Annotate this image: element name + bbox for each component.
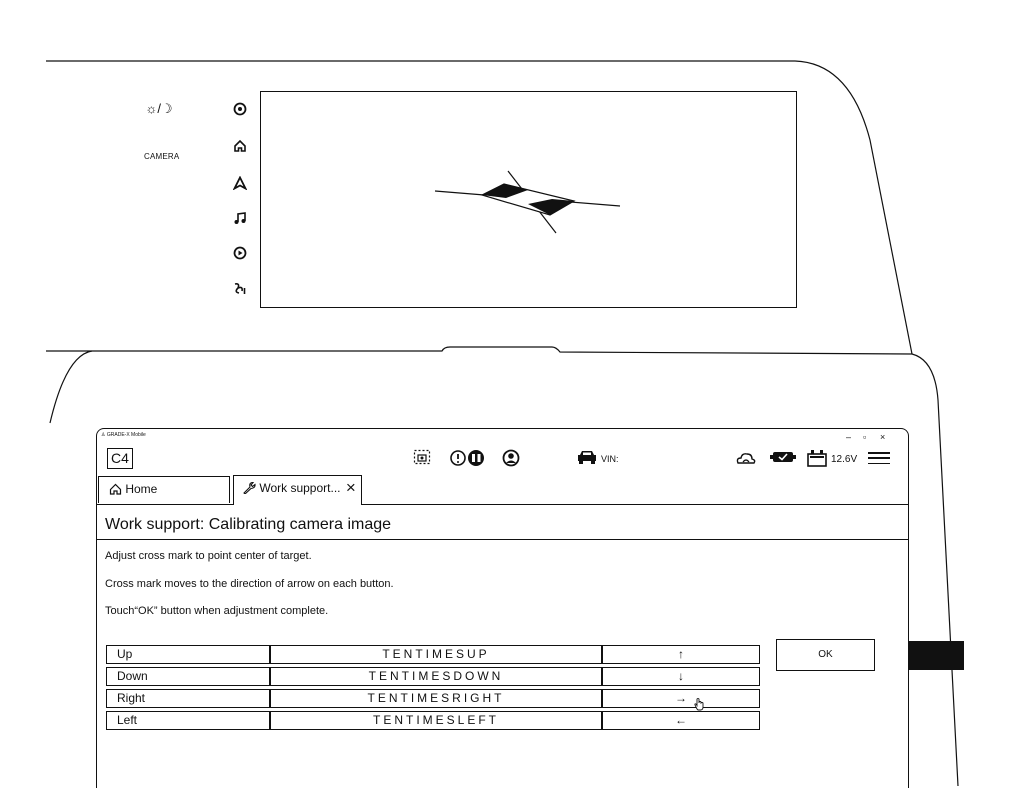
wrench-icon [242, 478, 256, 502]
right-arrow-button[interactable]: → [602, 689, 760, 708]
direction-label: Right [106, 689, 270, 708]
left-arrow-button[interactable]: ← [602, 711, 760, 730]
cloud-icon[interactable] [735, 449, 757, 467]
ten-times-left-button[interactable]: TENTIMESLEFT [270, 711, 602, 730]
instruction-1: Adjust cross mark to point center of target. [105, 550, 312, 562]
ok-button[interactable]: OK [776, 639, 875, 671]
screenshot-icon[interactable] [413, 449, 431, 467]
tab-work-support[interactable] [233, 475, 362, 505]
menu-icon[interactable] [868, 452, 890, 465]
control-row-up [106, 645, 760, 664]
navigation-icon[interactable] [230, 176, 250, 193]
page-title: Work support: Calibrating camera image [105, 516, 392, 533]
direction-label: Up [106, 645, 270, 664]
battery-icon [807, 449, 827, 467]
battery-voltage: 12.6V [831, 454, 858, 465]
instruction-2: Cross mark moves to the direction of arrow on each button. [105, 578, 394, 590]
power-icon[interactable] [230, 102, 250, 119]
ten-times-down-button[interactable]: TENTIMESDOWN [270, 667, 602, 686]
alert-pause-icon[interactable] [449, 449, 487, 467]
vehicle-icon [576, 449, 598, 467]
control-row-left [106, 711, 760, 730]
app-user-icon: ♙ [101, 432, 106, 438]
media-icon[interactable] [230, 246, 250, 263]
ten-times-up-button[interactable]: TENTIMESUP [270, 645, 602, 664]
vin-label: VIN: [601, 454, 619, 464]
tab-work-support-label: Work support... [259, 481, 341, 495]
close-window-button[interactable]: × [880, 432, 886, 442]
brightness-icon[interactable]: ☼/☽ [145, 101, 173, 116]
app-window [96, 428, 909, 788]
maximize-button[interactable]: ▫ [863, 432, 867, 442]
minimize-button[interactable]: – [846, 432, 852, 442]
direction-label: Left [106, 711, 270, 730]
direction-controls [106, 642, 760, 733]
control-row-down [106, 667, 760, 686]
app-name: ♙ GRADE-X Mobile [101, 432, 146, 438]
climate-icon[interactable] [230, 281, 250, 298]
tab-home-label: Home [125, 482, 158, 496]
instruction-3: Touch“OK” button when adjustment complete. [105, 605, 329, 617]
down-arrow-button[interactable]: ↓ [602, 667, 760, 686]
tab-close-icon[interactable]: × [345, 478, 356, 497]
control-row-right [106, 689, 760, 708]
app-logo: C4 [107, 448, 133, 469]
tab-home[interactable] [98, 476, 230, 503]
vci-icon[interactable] [770, 449, 796, 467]
hand-cursor-icon [693, 697, 705, 716]
home-icon [109, 479, 122, 503]
up-arrow-button[interactable]: ↑ [602, 645, 760, 664]
direction-label: Down [106, 667, 270, 686]
ten-times-right-button[interactable]: TENTIMESRIGHT [270, 689, 602, 708]
camera-label[interactable]: CAMERA [144, 152, 180, 161]
home-icon[interactable] [230, 139, 250, 156]
music-icon[interactable] [230, 211, 250, 228]
user-icon[interactable] [502, 449, 520, 467]
calibration-target [260, 91, 797, 308]
camera-screen [260, 91, 797, 308]
